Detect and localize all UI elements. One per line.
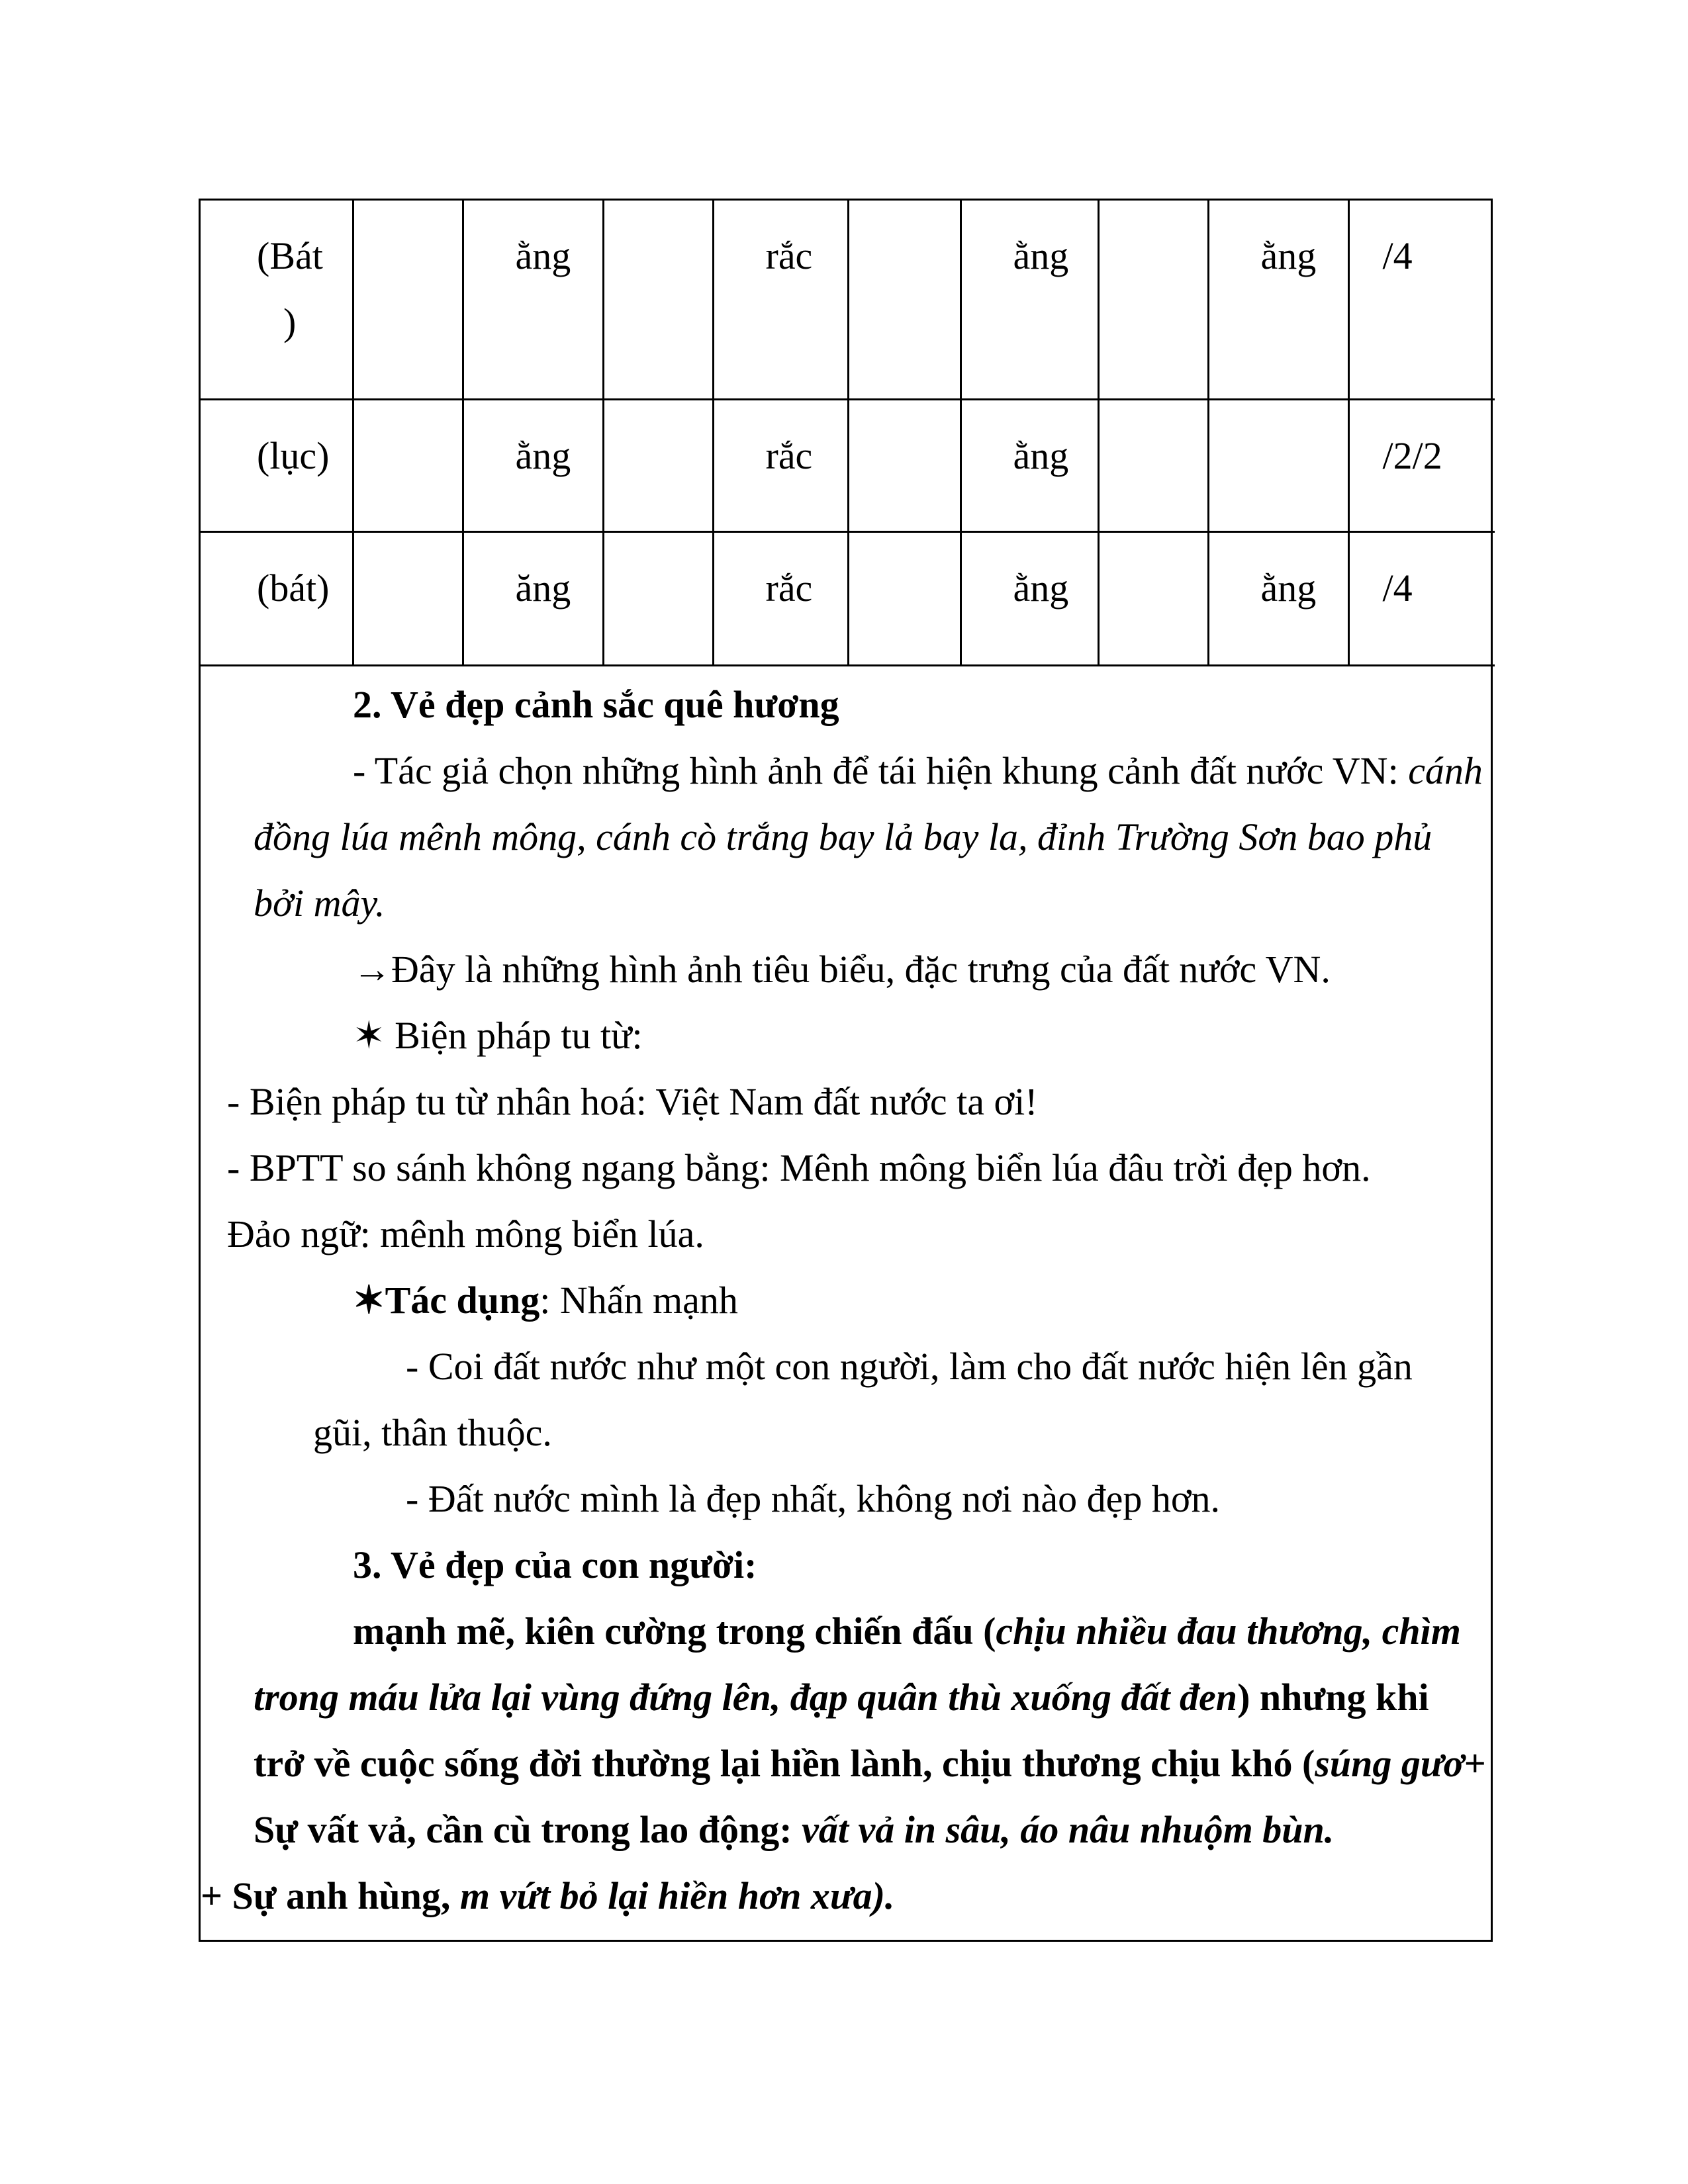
- section-heading: 2. Vẻ đẹp cảnh sắc quê hương: [353, 683, 839, 726]
- verse-rhythm-table: [201, 201, 1495, 666]
- text-run: - Tác giả chọn những hình ảnh để tái hiện khung cảnh đất nước VN:: [353, 749, 1409, 792]
- text-run: +: [1464, 1742, 1486, 1785]
- text-run: cánh: [1408, 749, 1483, 792]
- paragraph-line: [353, 1598, 1461, 1664]
- table-cell: rắc: [713, 201, 848, 399]
- cell-text: ): [283, 300, 297, 343]
- text-run: trong máu lửa lại vùng đứng lên, đạp quân thù xuống đất đen: [254, 1676, 1238, 1719]
- text-run: m vứt bỏ lại hiền hơn xưa).: [459, 1874, 895, 1917]
- text-run: chịu nhiều đau thương, chìm: [996, 1610, 1461, 1653]
- table-cell: rắc: [713, 399, 848, 531]
- table-cell: [353, 531, 463, 665]
- paragraph-line: [201, 1863, 894, 1929]
- paragraph-line: [254, 1797, 1334, 1863]
- paragraph-line: [254, 1731, 1486, 1797]
- table-cell: [353, 399, 463, 531]
- table-cell: [603, 531, 713, 665]
- table-cell: [1098, 201, 1208, 399]
- table-cell: ằng: [463, 399, 603, 531]
- table-cell: ằng: [1208, 531, 1348, 665]
- table-cell: [848, 201, 961, 399]
- table-cell: /4: [1348, 201, 1495, 399]
- paragraph-line: ✶ Biện pháp tu từ:: [353, 1014, 643, 1057]
- table-cell: /2/2: [1348, 399, 1495, 531]
- paragraph-line: - Đất nước mình là đẹp nhất, không nơi nào đẹp hơn.: [406, 1477, 1221, 1520]
- cell-text: (Bát: [257, 234, 323, 277]
- text-run: súng gươ: [1315, 1742, 1464, 1785]
- table-cell: [1098, 399, 1208, 531]
- text-run: vất vả in sâu, áo nâu nhuộm bùn.: [802, 1808, 1335, 1851]
- table-cell: ằng: [961, 201, 1098, 399]
- table-cell: ằng: [961, 399, 1098, 531]
- table-cell: [848, 531, 961, 665]
- table-cell: ằng: [1208, 201, 1348, 399]
- paragraph-line: →Đây là những hình ảnh tiêu biểu, đặc trưng của đất nước VN.: [353, 948, 1331, 991]
- text-run: ✶Tác dụng: [353, 1279, 540, 1322]
- table-row: [201, 201, 1495, 399]
- text-run: + Sự anh hùng,: [201, 1874, 460, 1917]
- paragraph-line: đồng lúa mênh mông, cánh cò trắng bay lả bay la, đỉnh Trường Sơn bao phủ: [254, 815, 1432, 858]
- table-row: [201, 399, 1495, 531]
- table-cell: [353, 201, 463, 399]
- paragraph-line: - Biện pháp tu từ nhân hoá: Việt Nam đất nước ta ơi!: [227, 1080, 1038, 1123]
- table-cell: ằng: [463, 201, 603, 399]
- table-cell: [1098, 531, 1208, 665]
- table-cell: rắc: [713, 531, 848, 665]
- paragraph-line: bởi mây.: [254, 882, 385, 925]
- table-cell: [1208, 399, 1348, 531]
- document-frame: [199, 199, 1493, 1942]
- table-cell: ằng: [961, 531, 1098, 665]
- text-run: trở về cuộc sống đời thường lại hiền lành, chịu thương chịu khó (: [254, 1742, 1315, 1785]
- text-run: ) nhưng khi: [1237, 1676, 1429, 1719]
- table-cell: /4: [1348, 531, 1495, 665]
- table-cell: (bát): [201, 531, 353, 665]
- paragraph-line: - BPTT so sánh không ngang bằng: Mênh mông biển lúa đâu trời đẹp hơn.: [227, 1146, 1371, 1189]
- table-cell: [603, 201, 713, 399]
- table-row: [201, 531, 1495, 665]
- table-cell: (lục): [201, 399, 353, 531]
- paragraph-line: [353, 1267, 738, 1334]
- table-cell: [201, 201, 353, 399]
- text-run: mạnh mẽ, kiên cường trong chiến đấu (: [353, 1610, 996, 1653]
- table-cell: [603, 399, 713, 531]
- text-run: Sự vất vả, cần cù trong lao động:: [254, 1808, 802, 1851]
- paragraph-line: [254, 1664, 1429, 1731]
- paragraph-line: [353, 738, 1483, 804]
- text-run: : Nhấn mạnh: [539, 1279, 738, 1322]
- paragraph-line: gũi, thân thuộc.: [313, 1411, 552, 1454]
- table-cell: [848, 399, 961, 531]
- paragraph-line: - Coi đất nước như một con người, làm cho đất nước hiện lên gần: [406, 1345, 1413, 1388]
- paragraph-line: Đảo ngữ: mênh mông biển lúa.: [227, 1212, 704, 1255]
- section-heading: 3. Vẻ đẹp của con người:: [353, 1543, 757, 1586]
- table-cell: ăng: [463, 531, 603, 665]
